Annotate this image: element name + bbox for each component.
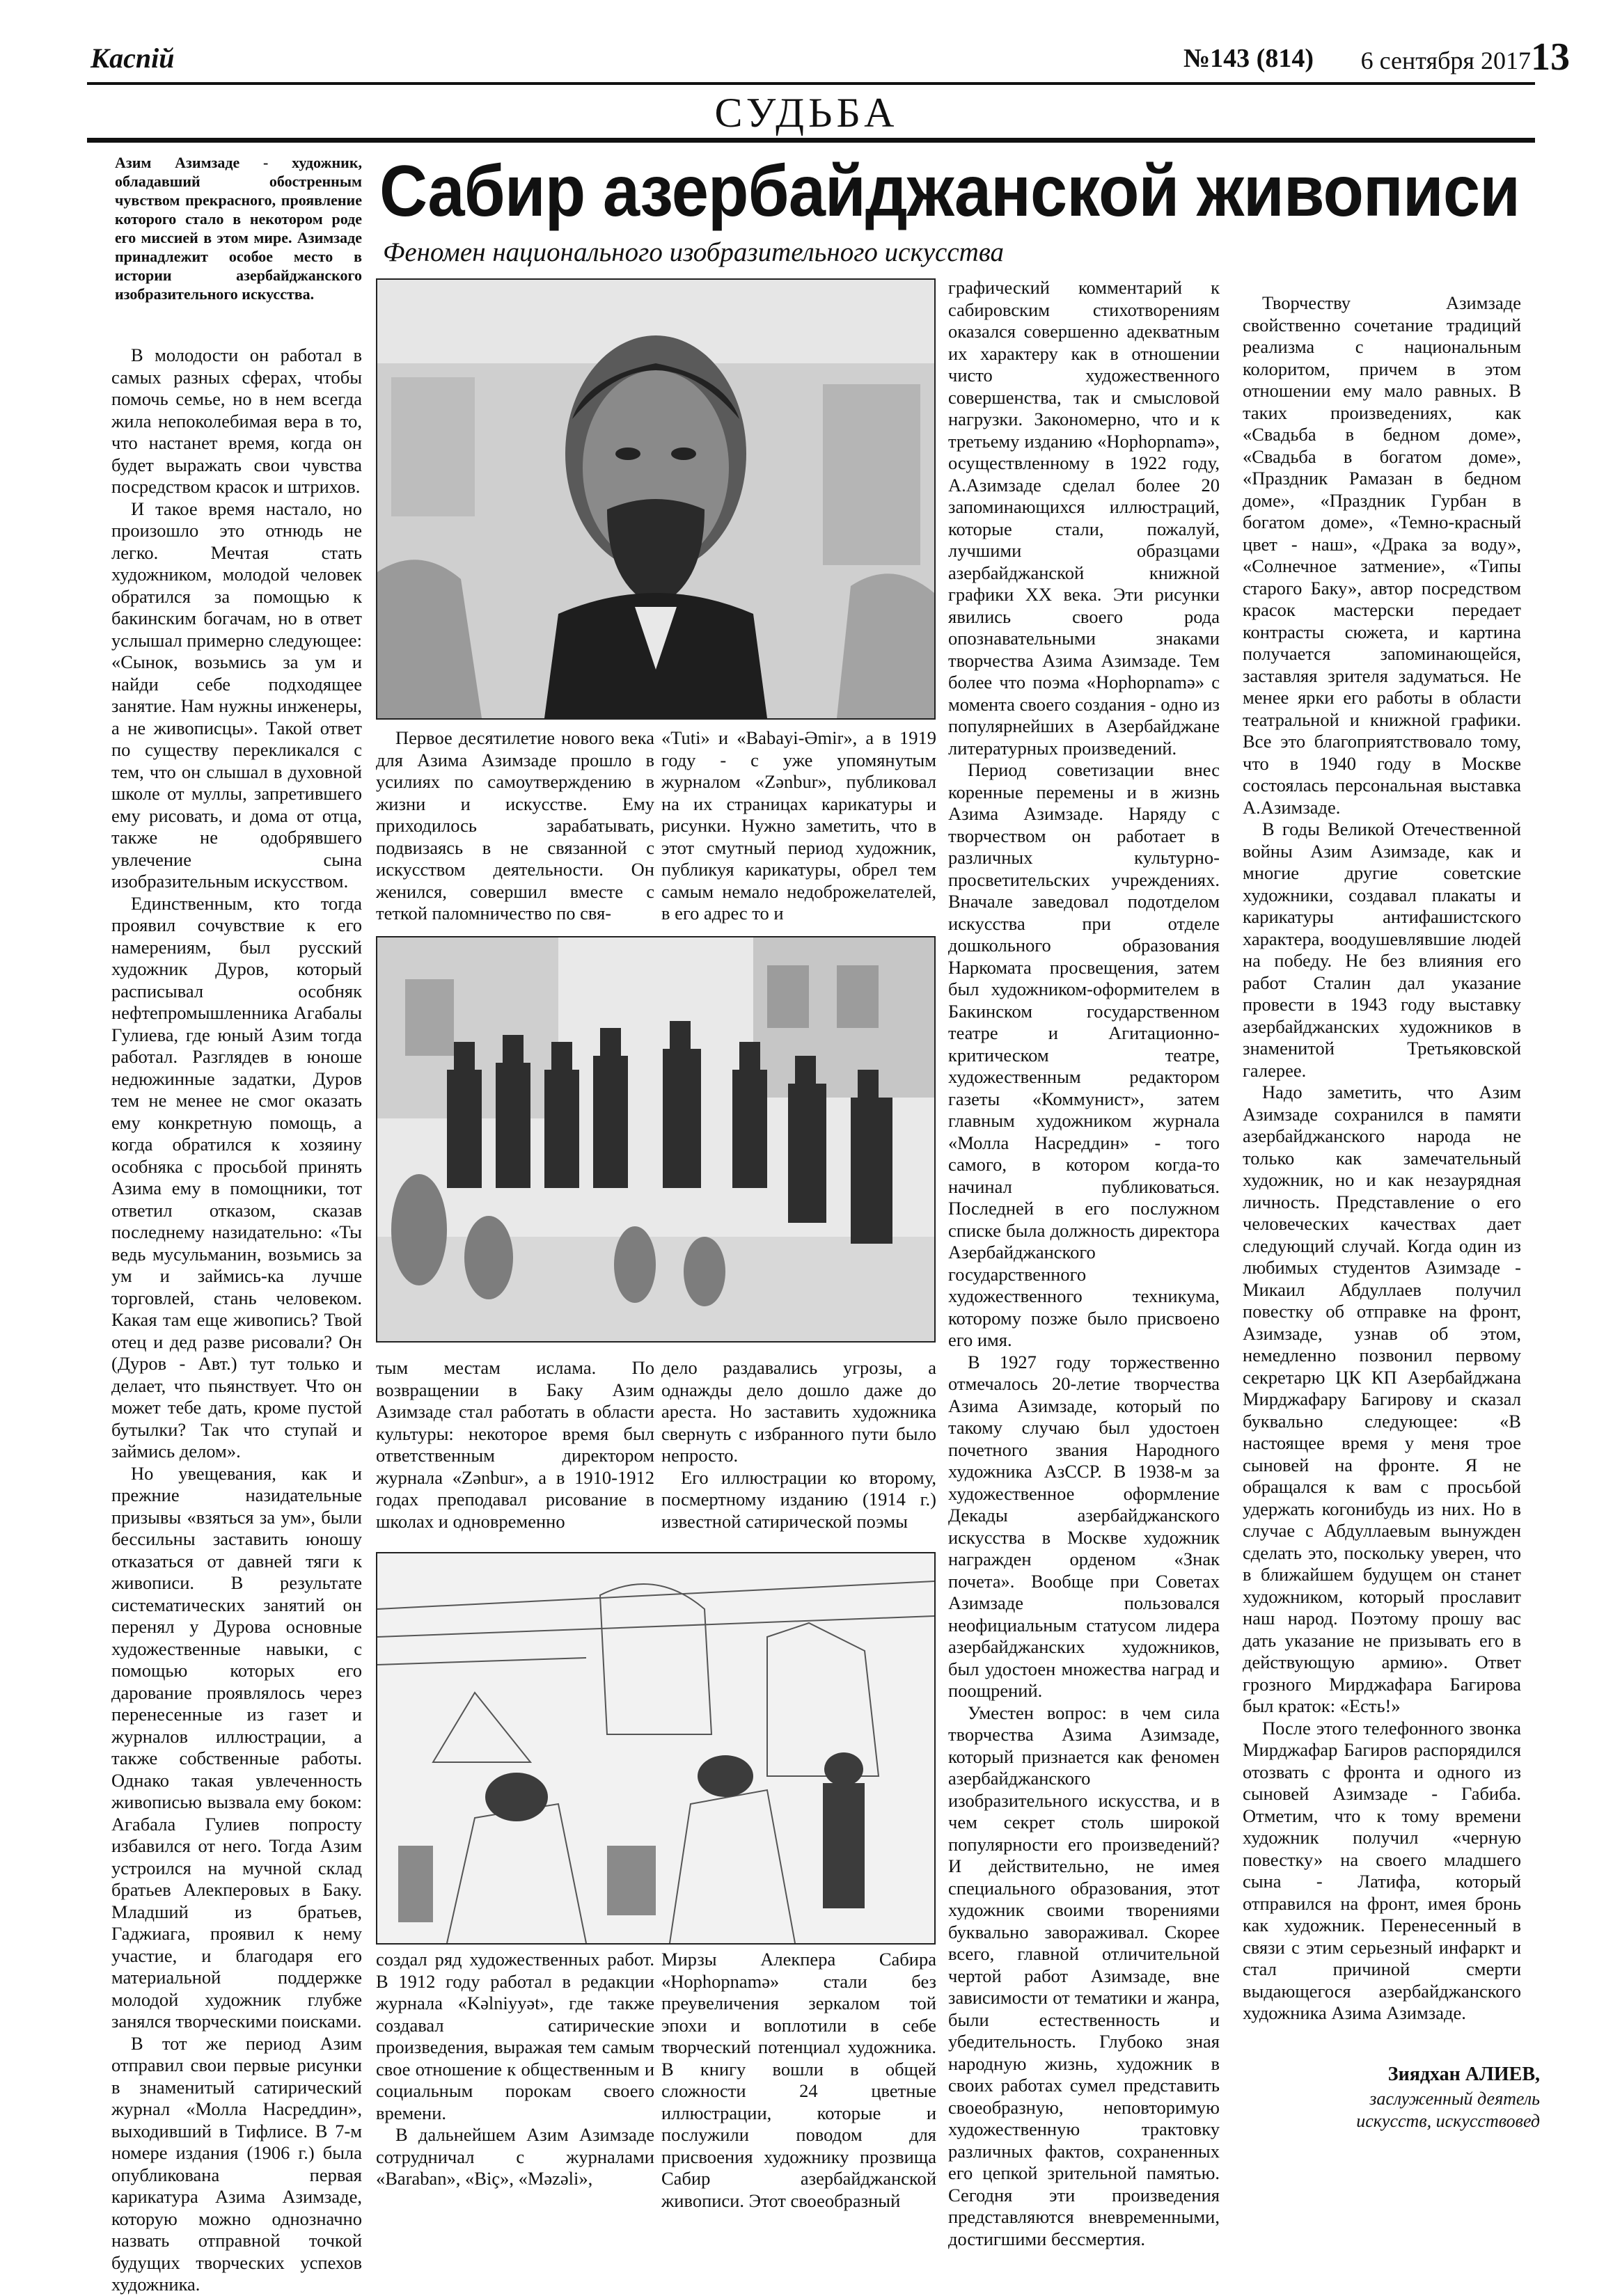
paragraph: тым местам ислама. По возвращении в Баку Азим Азимзаде стал работать в области культуры: некоторое время был ответственным директором журнала «Zənbur», а в 1910-1912 годах преподавал рисование в школах и одновременно: [376, 1357, 654, 1532]
paragraph: Его иллюстрации ко второму, посмертному изданию (1914 г.) известной сатирической поэмы: [661, 1466, 936, 1532]
author-title-line: искусств, искусствовед: [1356, 2111, 1540, 2131]
crowd-scene-image: [377, 937, 934, 1341]
issue-number: №143 (814): [1183, 44, 1314, 73]
author-name: Зиядхан АЛИЕВ,: [1387, 2064, 1540, 2085]
middle-text-6: [661, 1949, 936, 2211]
paragraph: Период советизации внес коренные перемены и в жизнь Азима Азимзаде. Наряду с творчеством он работает в различных культурно-просветительских учреждениях. Вначале заведовал подотделом искусства при отделе дошкольного образования Наркомата просвещения, затем был художником-оформителем в Бакинском государственном театре и Агитационно-критическом театре, художественным редактором газеты «Коммунист», затем главным художником журнала «Молла Насреддин» - того самого, в котором когда-то начинал публиковаться. Последней в его послужном списке была должность директора Азербайджанского государственного художественного техникума, которому позже было присвоено его имя.: [948, 759, 1220, 1350]
paragraph: В годы Великой Отечественной войны Азим Азимзаде, как и многие другие советские художники, создавал плакаты и карикатуры антифашистского характера, воодушевлявшие людей на победу. Не без влияния его работ Сталин дал указание провести в 1943 году выставку азербайджанских художников в знаменитой Третьяковской галерее.: [1243, 818, 1521, 1081]
portrait-image: [377, 280, 934, 718]
painting-crowd-scene: [376, 936, 936, 1343]
paragraph: Единственным, кто тогда проявил сочувствие к его намерениям, был русский художник Дуров, который расписывал особняк нефтепромышленника Агабалы Гулиева, где юный Азим тогда работал. Разглядев в юноше недюжинные задатки, Дуров тем не менее не смог оказать ему конкретную помощь, а когда обратился к хозяину особняка с просьбой принять Азима ему в помощники, тот ответил отказом, сказав последнему назидательно: «Ты ведь мусульманин, возьмись за ум и займись-ка лучше торговлей, стань человеком. Какая там еще живопись? Твой отец и дед разве рисовали? Он (Дуров - Авт.) тут только и делает, что пьянствует. Что он может тебе дать, кроме пустой бутылки? Так что ступай и займись делом».: [111, 892, 362, 1462]
paragraph: В 1927 году торжественно отмечалось 20-летие творчества Азима Азимзаде, который по такому случаю был удостоен почетного звания Народного художника АзССР. В 1938-м за художественное оформление Декады азербайджанского искусства в Москве художник награжден орденом «Знак почета». Вообще при Советах Азимзаде пользовался неофициальным статусом лидера азербайджанских художников, был удостоен множества наград и поощрений.: [948, 1351, 1220, 1701]
column-4: [948, 277, 1220, 2249]
paragraph: И такое время настало, но произошло это отнюдь не легко. Мечтая стать художником, молодой человек обратился за помощью к бакинским богачам, но в ответ услышал примерно следующее: «Сынок, возьмись за ум и найди себе подходящее занятие. Нам нужны инженеры, а не живописцы». Такой ответ по существу перекликался с тем, что он слышал в духовной школе от муллы, запретившего ему рисовать, и дома от отца, также не одобрявшего увлечение сына изобразительным искусством.: [111, 498, 362, 892]
paragraph: Уместен вопрос: в чем сила творчества Азима Азимзаде, который признается как феномен азербайджанского изобразительного искусства, и в чем секрет столь широкой популярности его произведений? И действительно, не имея специального образования, этот художник своими творениями буквально завораживал. Скорее всего, главной отличительной чертой работ Азимзаде, вне зависимости от тематики и жанра, были естественность и убедительность. Глубоко зная народную жизнь, художник в своих работах сумел представить своеобразную, неповторимую художественную трактовку различных фактов, сохраненных его цепкой зрительной памятью. Сегодня эти произведения представляются вневременными, достигшими бессмертия.: [948, 1702, 1220, 2249]
paragraph: «Tuti» и «Babayi-Əmir», а в 1919 году - с уже упомянутым журналом «Zənbur», публиковал на их страницах карикатуры и рисунки. Нужно заметить, что в этот смутный период художник, публикуя карикатуры, обрел тем самым немало недоброжелателей, в его адрес то и: [661, 727, 936, 924]
header-rule: [87, 82, 1535, 85]
issue-date: 6 сентября 2017: [1360, 47, 1531, 74]
paragraph: дело раздавались угрозы, а однажды дело дошло даже до ареста. Но заставить художника свернуть с избранного пути было непросто.: [661, 1357, 936, 1466]
author-title-line: заслуженный деятель: [1369, 2089, 1540, 2109]
paragraph: Творчеству Азимзаде свойственно сочетание традиций реализма с национальным колоритом, причем в этом отношении ему мало равных. В таких произведениях, как «Свадьба в бедном доме», «Свадьба в богатом доме», «Праздник Рамазан в бедном доме», «Праздник Гурбан в богатом доме», «Темно-красный цвет - наш», «Драка за воду», «Солнечное затмение», «Типы старого Баку», автор посредством красок мастерски передает контрасты сюжета, и картина получается запоминающейся, заставляя зрителя задуматься. Не менее ярки его работы в области театральной и книжной графики. Все это благоприятствовало тому, что в 1940 году в Москве состоялась персональная выставка А.Азимзаде.: [1243, 292, 1521, 818]
masthead: Каспiй: [91, 42, 175, 74]
paragraph: В молодости он работал в самых разных сферах, чтобы помочь семье, но в нем всегда жила непоколебимая вера в то, что настанет время, когда он будет выражать свои чувства посредством красок и штрихов.: [111, 345, 362, 497]
paragraph: В дальнейшем Азим Азимзаде сотрудничал с журналами «Baraban», «Biç», «Məzəli»,: [376, 2124, 654, 2189]
paragraph: Мирзы Алекпера Сабира «Hophopnamə» стали без преувеличения зеркалом той эпохи и воплотили в себе творческий потенциал художника. В книгу вошли в общей сложности 24 цветные иллюстрации, которые и послужили поводом для присвоения художнику прозвища Сабир азербайджанской живописи. Этот своеобразный: [661, 1949, 936, 2211]
article-lead: Азим Азимзаде - художник, обладавший обостренным чувством прекрасного, проявление которого стало в некотором роде его миссией в этом мире. Азимзаде принадлежит особое место в истории азербайджанского изобразительного искусства.: [115, 154, 362, 303]
middle-text-3: [376, 1357, 654, 1532]
paragraph: графический комментарий к сабировским стихотворениям оказался совершенно адекватным их характеру как в отношении чисто художественного совершенства, так и смысловой нагрузки. Закономерно, что и к третьему изданию «Hophopnamə», осуществленному в 1922 году, А.Азимзаде сделал более 20 запоминающихся иллюстраций, которые стали, пожалуй, лучшими образцами азербайджанской книжной графики XX века. Эти рисунки явились своего рода опознавательными знаками творчества Азима Азимзаде. Тем более что поэма «Hophopnamə» с момента своего создания - одно из популярнейших в Азербайджане литературных произведений.: [948, 277, 1220, 759]
paragraph: В тот же период Азим отправил свои первые рисунки в знаменитый сатирический журнал «Молла Насреддин», выходивший в Тифлисе. В 7-м номере издания (1906 г.) была опубликована первая карикатура Азима Азимзаде, которую можно однозначно назвать отправной точкой будущих творческих успехов художника.: [111, 2032, 362, 2295]
middle-text-2: [661, 727, 936, 929]
subheadline: Феномен национального изобразительного искусства: [383, 237, 1004, 267]
paragraph: создал ряд художественных работ. В 1912 году работал в редакции журнала «Kəlniyyət», где также создавал сатирические произведения, выражая тем самым свое отношение к общественным и социальным порокам своего времени.: [376, 1949, 654, 2123]
drawing-image: [377, 1553, 934, 1943]
column-5: [1243, 292, 1521, 2074]
paragraph: После этого телефонного звонка Мирджафар Багиров распорядился отозвать с фронта и одного из сыновей Азимзаде - Габиба. Отметим, что к тому времени художник получил «черную повестку» на своего младшего сына - Латифа, который отправился на фронт, имея бронь как художник. Перенесенный в связи с этим серьезный инфаркт и стал причиной смерти выдающегося азербайджанского художника Азима Азимзаде.: [1243, 1717, 1521, 2023]
page-number: 13: [1531, 35, 1570, 79]
author-title: [1356, 2088, 1540, 2132]
paragraph: Но увещевания, как и прежние назидательные призывы «взяться за ум», были бессильны заставить юношу отказаться от давней тяги к живописи. В результате систематических занятий он перенял у Дурова основные художественные навыки, с помощью которых его дарование проявлялось через перенесенные из газет и журналов иллюстрации, а также собственные работы. Однако такая увлеченность живописью вызвала ему боком: Агабала Гулиев попросту избавился от него. Тогда Азим устроился на мучной склад братьев Алекперовых в Баку. Младший из братьев, Гаджиага, проявил к нему участие, и благодаря его материальной поддержке молодой художник глубже занялся творческими поисками.: [111, 1462, 362, 2032]
rubric-title: СУДЬБА: [714, 90, 899, 136]
paragraph: Надо заметить, что Азим Азимзаде сохранился в памяти азербайджанского народа не только как замечательный художник, но и как незаурядная личность. Представление о его человеческих качествах дает следующий случай. Когда один из любимых студентов Азимзаде - Микаил Абдуллаев получил повестку об отправке на фронт, Азимзаде, узнав об этом, немедленно позвонил первому секретарю ЦК КП Азербайджана Мирджафару Багирову и сказал буквально следующее: «В настоящее время у меня трое сыновей на фронте. Я не обращался к вам с просьбой удержать когонибудь из них. Но в случае с Абдуллаевым вынужден сделать это, поскольку уверен, что в ближайшем будущем он станет художником, который прославит наш народ. Поэтому прошу вас дать указание не призывать его в действующую армию». Ответ грозного Мирджафара Багирова был краток: «Есть!»: [1243, 1082, 1521, 1716]
middle-text-4: [661, 1357, 936, 1538]
illustration-drawing: [376, 1552, 936, 1945]
column-1: [111, 345, 362, 2295]
rubric-rule: [87, 138, 1535, 143]
portrait-photo: [376, 278, 936, 720]
paragraph: Первое десятилетие нового века для Азима Азимзаде прошло в усилиях по самоутверждению в жизни и искусстве. Ему приходилось зарабатывать, подвизаясь в не связанной с искусством деятельности. Он женился, совершил вместе с теткой паломничество по свя-: [376, 727, 654, 924]
headline: Сабир азербайджанской живописи: [379, 151, 1520, 232]
middle-text-5: [376, 1949, 654, 2189]
middle-text-1: [376, 727, 654, 929]
